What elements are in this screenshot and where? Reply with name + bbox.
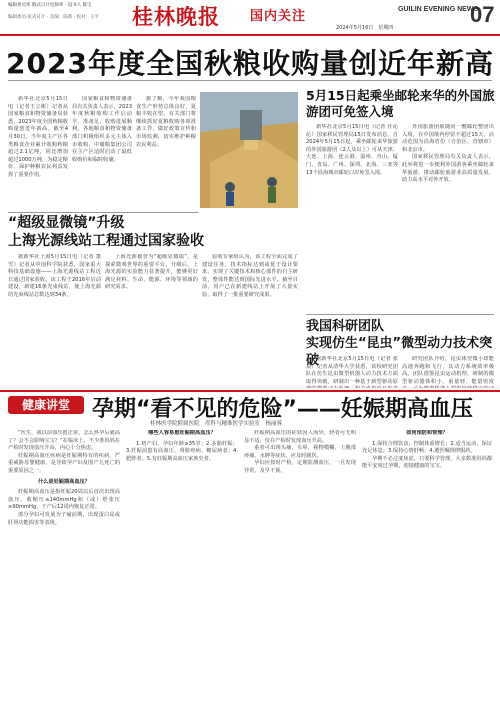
article-cruise-para: 新华社北京5月15日电（记者 任沁沁）国家移民管理局15日发布消息，自2024年5月15日起，乘坐邮轮来华旅游的外国旅游团（2人及以上）可从天津、大连、上海、连云港、温州、舟山、厦门、青岛、广州、深圳、北海、三亚等13个沿海城市邮轮口岸免签入境。 — [306, 124, 398, 176]
section-divider — [8, 212, 198, 213]
article-light-col3 — [202, 254, 298, 388]
article-cruise-para: 外国旅游团须随同一艘邮轮整团出入境，在中国境内停留不超过15天，活动范围为沿海省份（自治区、直辖市）和北京市。 — [402, 124, 494, 153]
health-question: 如何预防和管理？ — [406, 430, 448, 436]
health-title: 孕期“看不见的危险”——妊娠期高血压 — [92, 397, 473, 422]
article-light-para: 上海光源被誉为“超级显微镜”，是探索微观世界的重要平台。升级后，上海光源的实验能力显著提升，能够更好满足材料、生命、能源、环境等领域的研究需求。 — [105, 254, 198, 291]
article-cruise-para: 国家移民管理局有关负责人表示，此举将进一步便利外国游客乘坐邮轮来华旅游，推动邮轮旅游业高质量发展，助力高水平对外开放。 — [402, 154, 494, 184]
section-divider — [306, 314, 494, 315]
masthead-editor-line: 编辑委员·张式日计 · 美编：陈新 · 校对：王平 — [8, 15, 100, 20]
insect-headline-2: 实现仿生“昆虫”微型动力技术突破 — [306, 336, 493, 368]
health-para: 部分孕妇可发展为子痫前期，出现蛋白尿或肝肾功能损害等表现。 — [8, 511, 120, 526]
health-para: 妊娠期高血压疾病是妊娠期特有的疾病，严重威胁母婴健康，是导致孕产妇及围产儿死亡的重要原因之一。 — [8, 452, 120, 474]
newspaper-logo: 桂林晚报 — [132, 4, 220, 29]
health-col2 — [126, 430, 238, 716]
article-light-para: 验收专家组认为，该工程全面完成了建设任务，技术指标达到或优于设计要求，实现了关键技术和核心部件的自主研发，整体性能达到国际先进水平。截至目前，用户已在新建线站上开展了大量实验，取得了一批重要研究成果。 — [202, 254, 298, 298]
health-para: 妊娠期高血压是指妊娠20周以后首次出现高血压，收缩压≥140mmHg和（或）舒张压≥90mmHg，于产后12周内恢复正常。 — [8, 489, 120, 511]
newspaper-english-name: GUILIN EVENING NEWS — [398, 6, 479, 13]
masthead-top-line: 编辑委员率 熊式日计电频率 · 设书人 陈宝 — [8, 3, 92, 8]
headline-divider — [8, 80, 492, 81]
insect-headline-1: 我国科研团队 — [306, 319, 385, 334]
article-grain-para: 新华社北京5月15日电（记者王立彬）记者从国家粮食和物资储备局获悉，2023年度全国秋粮收购量创近年新高。截至4月30日，当年度主产区各类粮食企业累计收购秋粮超过2.1亿吨，同比增加超过1000万吨，为稳定粮价、保护种粮农民利益发挥了重要作用。 — [8, 96, 68, 178]
health-para: 妊娠期高血压的症状因人而异，轻者可无明显不适，仅在产检时发现血压升高。 — [244, 430, 356, 444]
article-grain-col3 — [136, 96, 196, 192]
article-insect-para: 研究团队介绍，昆虫体型微小却能高速奔跑和飞行，其动力系统效率极高。团队借鉴昆虫运动机理，研制的微型驱动器体积小、重量轻、能量密度 — [402, 356, 494, 385]
light-source-headline-2: 上海光源线站工程通过国家验收 — [8, 233, 204, 249]
article-cruise-col2 — [402, 124, 494, 310]
health-para: “医生，我以前血压挺正常，怎么怀孕后就高了？会不会影响宝宝？”在临床上，不少准妈妈在产检时发现血压升高，内心十分焦虑。 — [8, 430, 120, 452]
cruise-headline: 5月15日起乘坐邮轮来华的外国旅游团可免签入境 — [306, 88, 495, 119]
health-col3 — [244, 430, 356, 716]
issue-date: 2024年5月16日 星期四 — [336, 25, 394, 31]
grain-photo — [200, 92, 298, 208]
health-col1 — [8, 430, 120, 716]
health-byline: 桂林医学院附属医院 産科与精准医学实验室 杨丽蓉 — [150, 421, 283, 427]
article-light-para: 据新华社上海5月15日电（记者 董雪）记者从中国科学院获悉，国家重大科技基础设施——上海光源线站工程近日通过国家验收。该工程于2016年启动建设，新建16条光束线站，使上海光源的光束线站总数达到34条。 — [8, 254, 101, 298]
light-source-headline-1: “超级显微镜”升级 — [8, 215, 125, 231]
article-insect-para: 据新华社北京5月15日电（记者 张泉）记者从清华大学获悉，该校研究团队在仿生昆虫微型机器人动力技术方面取得突破，研制出一种基于新型驱动原 — [306, 356, 398, 385]
masthead — [0, 0, 500, 36]
health-para: 重者可出现头痛、头晕、视物模糊、上腹部疼痛、水肿等症状，应及时就医。 — [244, 445, 356, 459]
page-number: 07 — [470, 2, 495, 27]
health-question: 什么是妊娠期高血压？ — [38, 478, 90, 485]
article-grain-para: 国家粮食和物资储备局有关负责人表示，2023年度秋粮收购工作启动早、准备足、收购进展顺利。各地粮食和物资储备部门积极组织多元主体入市收购，中储粮集团公司在主产区适时启动了最低收购价和临时收储。 — [72, 96, 132, 163]
article-insect-col1 — [306, 356, 398, 388]
section-title: 国内关注 — [250, 9, 307, 24]
article-light-col2 — [105, 254, 198, 388]
article-insect-col2 — [402, 356, 494, 388]
article-light-col1 — [8, 254, 101, 388]
article-grain-para: 据了解，今年我国粮食生产形势总体良好，夏粮丰收在望。有关部门将继续抓好夏粮收购各项准备工作，做好政策宣传和市场监测，切实维护种粮农民利益。 — [136, 96, 196, 148]
health-para: 孕妇应按时产检，定期监测血压，一旦发现异常，及早干预。 — [244, 460, 356, 474]
health-para: 孕期不必过度焦虑，只要科学管理，大多数准妈妈都能平安度过孕期，迎接健康的宝宝。 — [362, 455, 492, 470]
health-badge: 健康讲堂 — [8, 396, 84, 414]
article-cruise-col1 — [306, 124, 398, 310]
main-headline: 2023年度全国秋粮收购量创近年新高 — [6, 47, 494, 80]
health-para: 1.初产妇、孕妇年龄≥35岁；2.多胎妊娠；3.妊娠前患有高血压、肾脏疾病、糖尿病者；4.肥胖者；5.有妊娠期高血压家族史者。 — [126, 440, 238, 462]
health-para: 1.保持合理饮食，控制体重增长；2.适当运动，保证充足休息；3.保持心情舒畅；4.遵医嘱规律服药。 — [362, 440, 492, 455]
health-question: 哪些人容易患妊娠期高血压？ — [148, 430, 216, 436]
health-col4 — [362, 430, 492, 716]
